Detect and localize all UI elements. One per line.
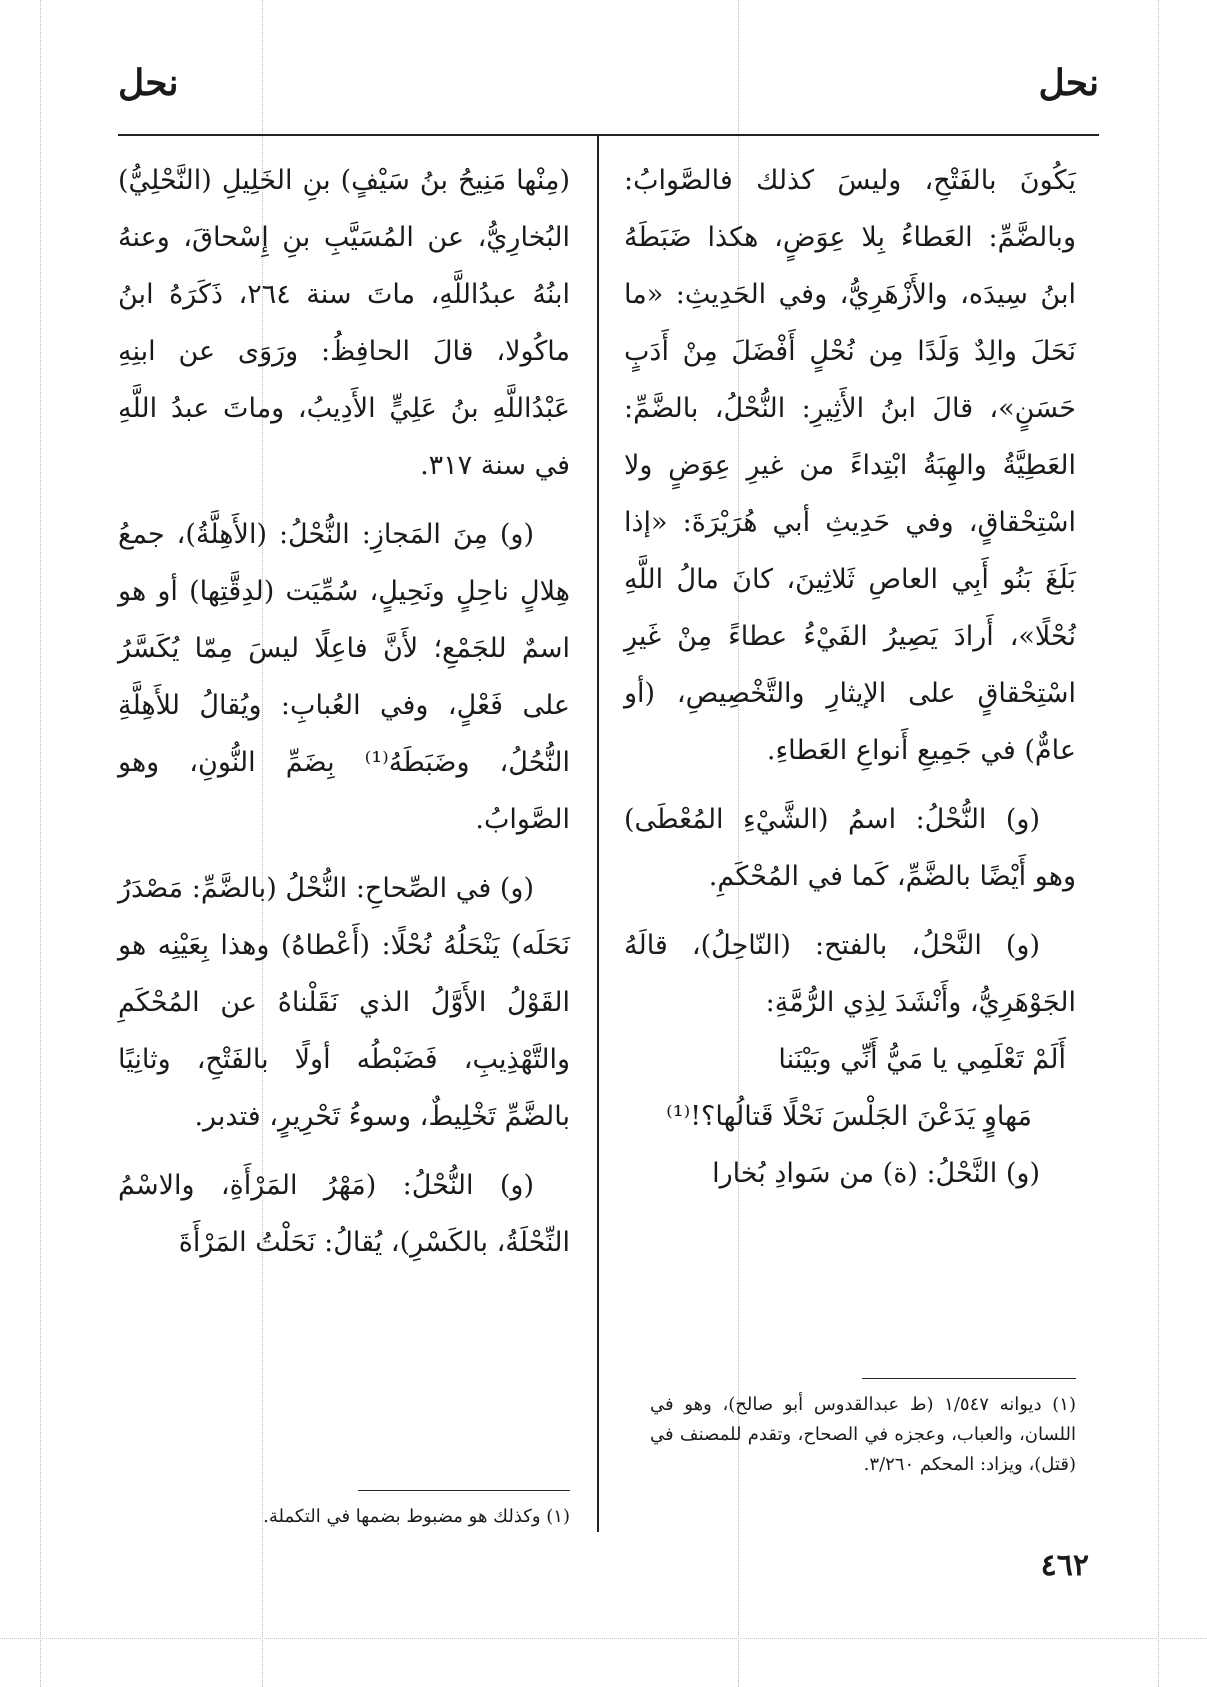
paragraph: (مِنْها مَنِيحُ بنُ سَيْفٍ) بنِ الخَلِيلِ (النَّحْلِيُّ) البُخارِيُّ، عن المُسَيَّبِ بنِ إِسْحاقَ، وعنهُ ابنُهُ عبدُاللَّهِ، ماتَ سنة ٢٦٤، ذَكَرَهُ ابنُ ماكُولا، قالَ الحافِظُ: ورَوَى عن ابنِهِ عَبْدُاللَّهِ بنُ عَلِيٍّ الأَدِيبُ، وماتَ عبدُ اللَّهِ في سنة ٣١٧. [118, 165, 570, 481]
scan-guide-line [1158, 0, 1159, 1687]
paragraph: (و) في الصِّحاحِ: النُّحْلُ (بالضَّمِّ: مَصْدَرُ نَحَلَه) يَنْحَلُهُ نُحْلًا: (أَعْطاهُ) وهذا بِعَيْنِه هو القَوْلُ الأَوَّلُ الذي نَقَلْناهُ عن المُحْكَمِ والتَّهْذِيبِ، فَضَبْطُه أولًا بالفَتْحِ، وثانِيًا بالضَّمِّ تَخْلِيطٌ، وسوءُ تَحْرِيرٍ، فتدبر. [118, 873, 570, 1132]
page-number: ٤٦٢ [1040, 1548, 1089, 1583]
verse-hemistich: أَلَمْ تَعْلَمِي يا مَيُّ أَنِّي وبَيْنَنا [778, 1044, 1066, 1075]
footnote-rule [862, 1378, 1076, 1379]
footnote: (١) وكذلك هو مضبوط بضمها في التكملة. [263, 1506, 570, 1527]
running-head-left: نحل [118, 62, 179, 104]
verse-hemistich: مَهاوٍ يَدَعْنَ الجَلْسَ نَحْلًا قَتالُها؟!⁽¹⁾ [666, 1101, 1032, 1132]
paragraph: (و) النَّحْلُ، بالفتح: (النّاحِلُ)، قالَهُ الجَوْهَرِيُّ، وأَنْشَدَ لِذِي الرُّمَّةِ: [624, 930, 1076, 1018]
running-head-right: نحل [1038, 62, 1099, 104]
footnote: (١) ديوانه ١/٥٤٧ (ط عبدالقدوس أبو صالح)، وهو في اللسان، والعباب، وعجزه في الصحاح، وتقدم للمصنف في (قتل)، ويزاد: المحكم ٣/٢٦٠. [650, 1394, 1076, 1475]
column-divider [597, 134, 599, 1532]
paragraph: (و) النُّحْلُ: اسمُ (الشَّيْءِ المُعْطَى) وهو أَيْضًا بالضَّمِّ، كَما في المُحْكَمِ. [624, 804, 1076, 892]
paragraph: يَكُونَ بالفَتْحِ، وليسَ كذلك فالصَّوابُ: وبالضَّمِّ: العَطاءُ بِلا عِوَضٍ، هكذا ضَبَطَهُ ابنُ سِيدَه، والأَزْهَرِيُّ، وفي الحَدِيثِ: «ما نَحَلَ والِدٌ وَلَدًا مِن نُحْلٍ أَفْضَلَ مِنْ أَدَبٍ حَسَنٍ»، قالَ ابنُ الأَثِيرِ: النُّحْلُ، بالضَّمِّ: العَطِيَّةُ والهِبَةُ ابْتِداءً من غيرِ عِوَضٍ ولا اسْتِحْقاقٍ، وفي حَدِيثِ أبي هُرَيْرَةَ: «إذا بَلَغَ بَنُو أَبِي العاصِ ثَلاثِينَ، كانَ مالُ اللَّهِ نُحْلًا»، أَرادَ يَصِيرُ الفَيْءُ عطاءً مِنْ غَيرِ اسْتِحْقاقٍ على الإيثارِ والتَّخْصِيصِ، (أو عامٌّ) في جَمِيعِ أَنواعِ العَطاءِ. [624, 165, 1076, 766]
paragraph: (و) النُّحْلُ: (مَهْرُ المَرْأَةِ، والاسْمُ النِّحْلَةُ، بالكَسْرِ)، يُقالُ: نَحَلْتُ المَرْأَةَ [118, 1170, 570, 1258]
header-rule [118, 134, 1099, 136]
verse [624, 1031, 1076, 1145]
paragraph: (و) النَّحْلُ: (ة) من سَوادِ بُخارا [712, 1158, 1040, 1189]
right-column [624, 152, 1076, 1214]
footnote-rule [358, 1490, 570, 1491]
left-column [118, 152, 570, 1283]
scan-guide-line [0, 1638, 1207, 1639]
paragraph: (و) مِنَ المَجازِ: النُّحْلُ: (الأَهِلَّةُ)، جمعُ هِلالٍ ناحِلٍ ونَحِيلٍ، سُمِّيَت (لدِقَّتِها) أو هو اسمٌ للجَمْعِ؛ لأَنَّ فاعِلًا ليسَ مِمّا يُكَسَّرُ على فَعْلٍ، وفي العُبابِ: ويُقالُ للأَهِلَّةِ النُّحُلُ، وضَبَطَهُ⁽¹⁾ بِضَمِّ النُّونِ، وهو الصَّوابُ. [118, 519, 570, 835]
scan-guide-line [40, 0, 41, 1687]
